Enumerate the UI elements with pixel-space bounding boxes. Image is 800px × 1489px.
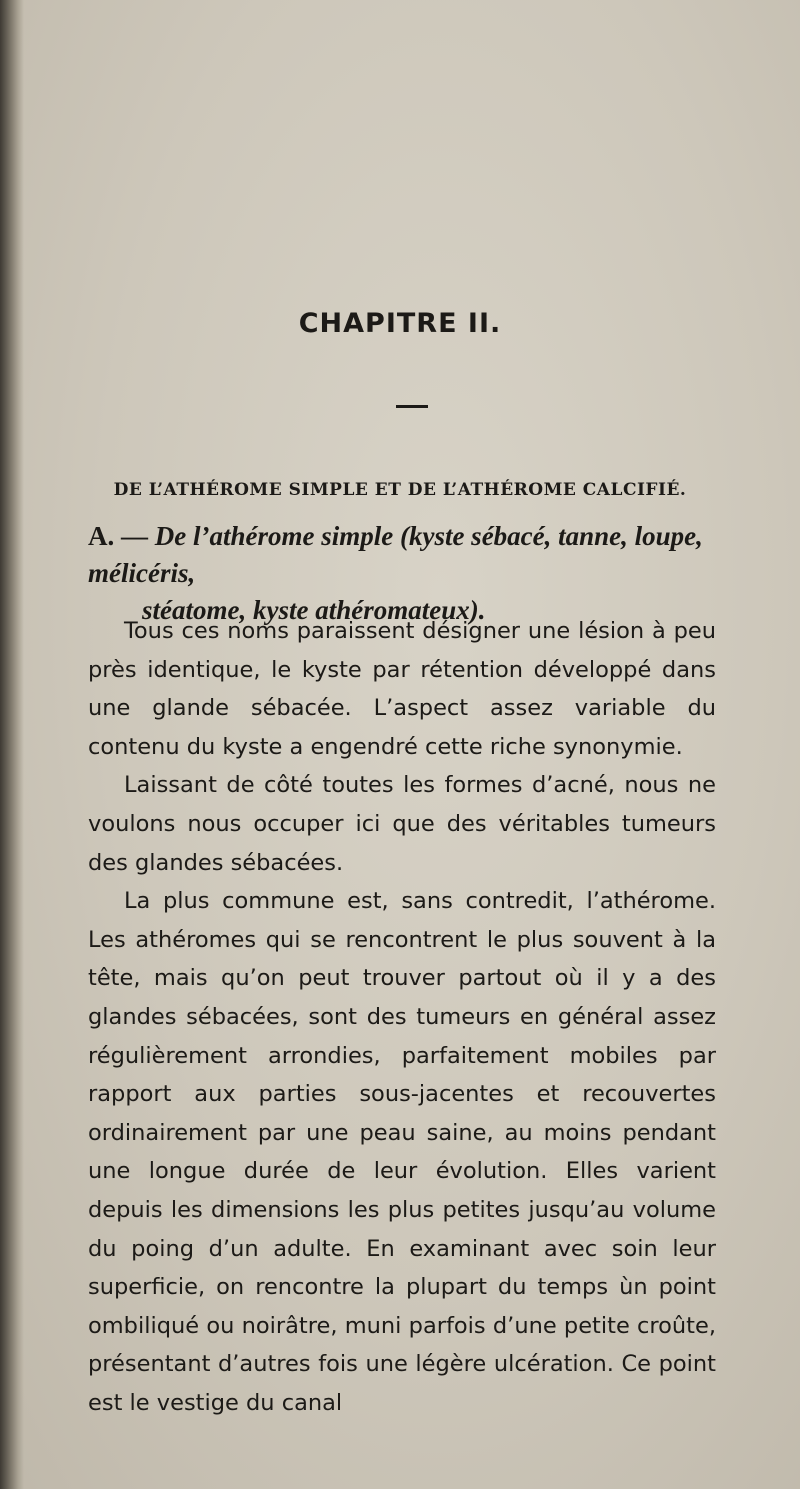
chapter-title: CHAPITRE II. (298, 308, 502, 339)
paragraph-3: La plus commune est, sans contredit, l’athérome. Les athéromes qui se rencontrent le plus souvent à la tête, mais qu’on peut trouver partout où il y a des glandes sébacées, sont des tumeurs en général assez régulièrement arrondies, parfaitement mobiles par rapport aux parties sous-jacentes et recouvertes ordinairement par une peau saine, au moins pendant une longue durée de leur évolution. Elles varient depuis les dimensions les plus petites jusqu’au volume du poing d’un adulte. En examinant avec soin leur superficie, on rencontre la plupart du temps ùn point ombiliqué ou noirâtre, muni parfois d’une petite croûte, présentant d’autres fois une légère ulcération. Ce point est le vestige du canal (88, 888, 716, 1416)
paragraph-1: Tous ces noms paraissent désigner une lésion à peu près identique, le kyste par rétention développé dans une glande sébacée. L’aspect assez variable du contenu du kyste a engendré cette riche synonymie. (88, 618, 716, 760)
body-text (88, 612, 716, 1422)
subheading-line-1: De l’athérome simple (kyste sébacé, tanne, loupe, mélicéris, (88, 521, 703, 588)
paragraph-2: Laissant de côté toutes les formes d’acné, nous ne voulons nous occuper ici que des véritables tumeurs des glandes sébacées. (88, 772, 716, 876)
subheading-line-2: stéatome, kyste athéromateux). (142, 595, 486, 625)
section-heading: DE L’ATHÉROME SIMPLE ET DE L’ATHÉROME CALCIFIÉ. (113, 480, 687, 500)
binding-edge (0, 0, 24, 1489)
subheading-lead: A. — (88, 521, 155, 551)
title-rule (396, 405, 428, 408)
